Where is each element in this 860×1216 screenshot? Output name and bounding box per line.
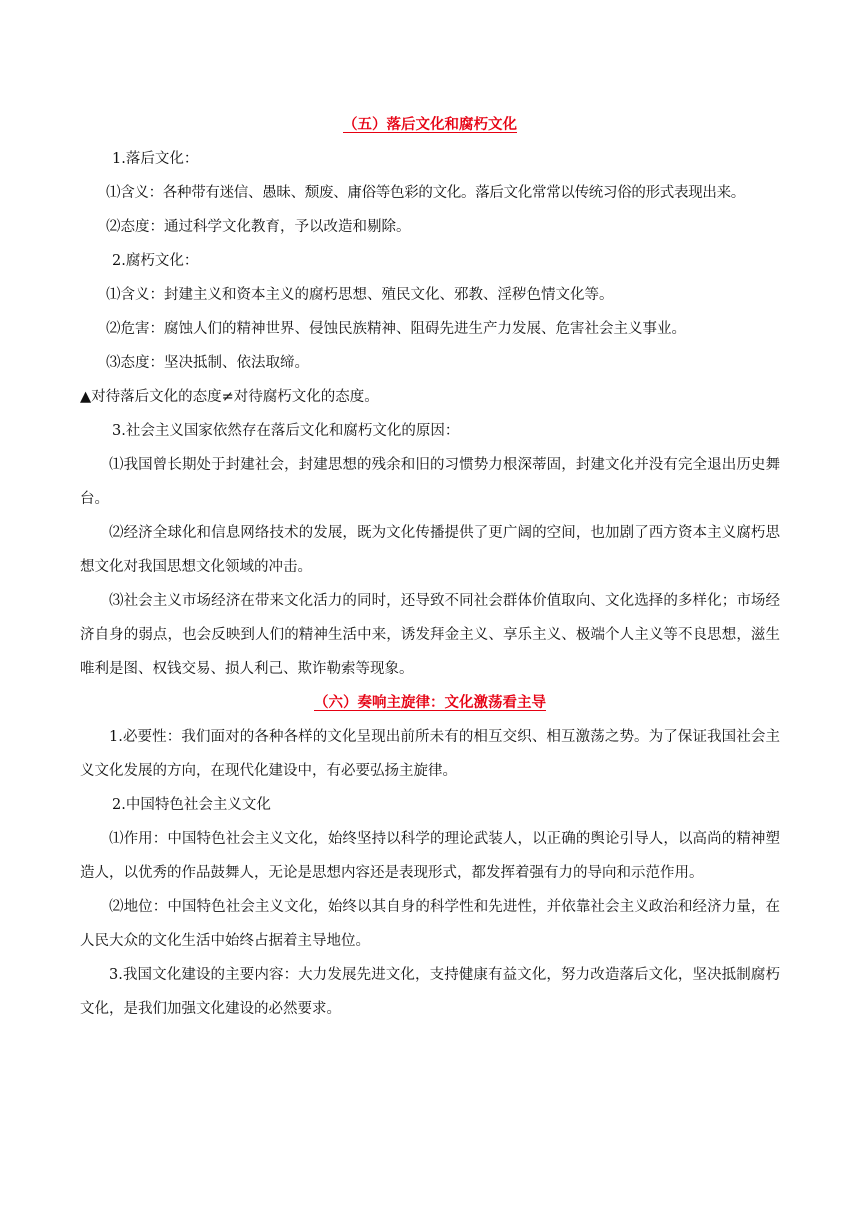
paragraph: 3.社会主义国家依然存在落后文化和腐朽文化的原因：: [112, 423, 460, 439]
paragraph: ⑶社会主义市场经济在带来文化活力的同时，还导致不同社会群体价值取向、文化选择的多样化；市场经济自身的弱点，也会反映到人们的精神生活中来，诱发拜金主义、享乐主义、极端个人主义等不良思想，滋生唯利是图、权钱交易、损人利己、欺诈勒索等现象。: [80, 593, 780, 677]
document-content: [80, 108, 780, 1026]
section-heading-5: （五）落后文化和腐朽文化: [343, 116, 517, 133]
paragraph: ⑴含义：封建主义和资本主义的腐朽思想、殖民文化、邪教、淫秽色情文化等。: [106, 287, 614, 303]
paragraph: ⑴我国曾长期处于封建社会，封建思想的残余和旧的习惯势力根深蒂固，封建文化并没有完全退出历史舞台。: [80, 457, 780, 507]
paragraph: ⑴作用：中国特色社会主义文化，始终坚持以科学的理论武装人，以正确的舆论引导人，以高尚的精神塑造人，以优秀的作品鼓舞人，无论是思想内容还是表现形式，都发挥着强有力的导向和示范作用。: [80, 831, 780, 881]
paragraph: ⑴含义：各种带有迷信、愚昧、颓废、庸俗等色彩的文化。落后文化常常以传统习俗的形式表现出来。: [106, 185, 745, 201]
paragraph: 1.落后文化：: [112, 151, 199, 167]
paragraph: ⑵地位：中国特色社会主义文化，始终以其自身的科学性和先进性，并依靠社会主义政治和经济力量，在人民大众的文化生活中始终占据着主导地位。: [80, 899, 780, 949]
note-paragraph: ▲对待落后文化的态度≠对待腐朽文化的态度。: [80, 389, 379, 405]
section-heading-6: （六）奏响主旋律：文化激荡看主导: [314, 694, 546, 711]
paragraph: 1.必要性：我们面对的各种各样的文化呈现出前所未有的相互交织、相互激荡之势。为了保证我国社会主义文化发展的方向，在现代化建设中，有必要弘扬主旋律。: [80, 729, 780, 779]
paragraph: 3.我国文化建设的主要内容：大力发展先进文化，支持健康有益文化，努力改造落后文化，坚决抵制腐朽文化，是我们加强文化建设的必然要求。: [80, 967, 780, 1017]
paragraph: 2.腐朽文化：: [112, 253, 199, 269]
paragraph: ⑵经济全球化和信息网络技术的发展，既为文化传播提供了更广阔的空间，也加剧了西方资本主义腐朽思想文化对我国思想文化领域的冲击。: [80, 525, 780, 575]
paragraph: ⑵态度：通过科学文化教育，予以改造和剔除。: [106, 219, 411, 235]
paragraph: ⑶态度：坚决抵制、依法取缔。: [106, 355, 309, 371]
paragraph: ⑵危害：腐蚀人们的精神世界、侵蚀民族精神、阻碍先进生产力发展、危害社会主义事业。: [106, 321, 686, 337]
paragraph: 2.中国特色社会主义文化: [112, 797, 271, 813]
